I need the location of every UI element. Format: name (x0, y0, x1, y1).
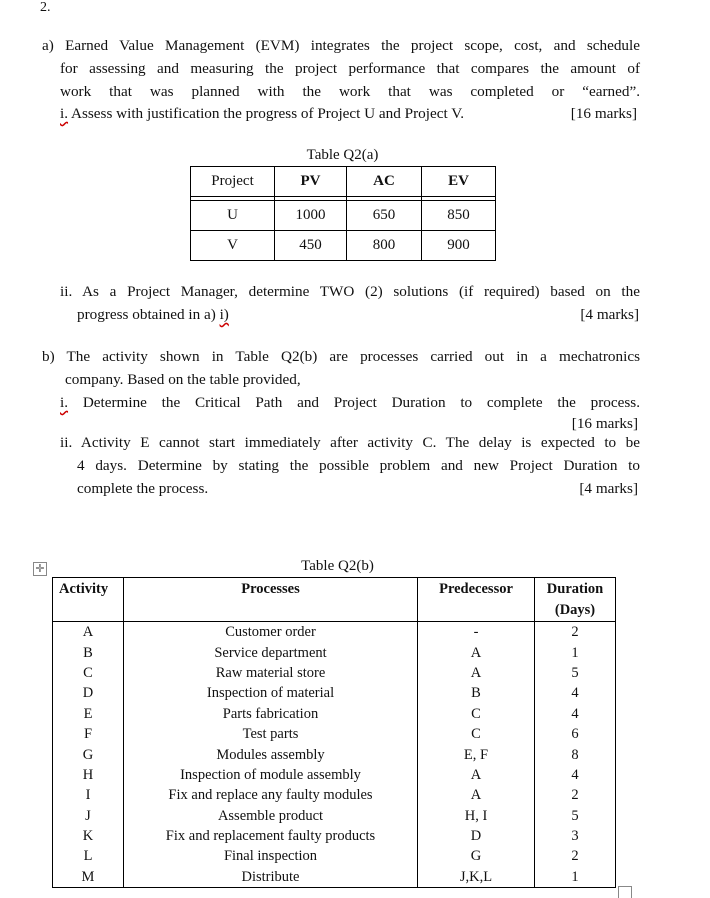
table-q2a-cell: 900 (422, 231, 496, 261)
part-a-sub-ii-marks: [4 marks] (580, 306, 639, 323)
table-q2b-predecessor: C (418, 704, 535, 724)
table-row (53, 765, 616, 785)
table-q2b-predecessor: B (418, 683, 535, 703)
part-a-sub-i-text: Assess with justification the progress of Project U and Project V. (71, 105, 464, 122)
question-number: 2. (40, 0, 51, 15)
part-a-sub-i-marks: [16 marks] (570, 105, 637, 122)
table-q2a-header-project: Project (191, 167, 275, 197)
table-q2b-process: Modules assembly (124, 744, 418, 764)
part-a-sub-ii-question (77, 304, 229, 327)
table-q2b-duration: 1 (535, 867, 616, 888)
part-a-sub-i-question (60, 103, 464, 126)
table-q2b-predecessor: C (418, 724, 535, 744)
table-q2b-header-duration-line-1: Duration (546, 581, 604, 597)
table-q2a-caption: Table Q2(a) (306, 147, 379, 163)
table-q2b-duration: 6 (535, 724, 616, 744)
table-row (53, 622, 616, 643)
table-row (53, 683, 616, 703)
part-a-line-3: work that was planned with the work that was completed or “earned”. (60, 82, 640, 100)
table-q2b-process: Parts fabrication (124, 704, 418, 724)
part-b-sub-ii (60, 432, 640, 455)
table-q2b-duration: 4 (535, 765, 616, 785)
table-q2b-activity: G (53, 744, 124, 764)
part-a-sub-i (60, 103, 637, 126)
table-move-handle-icon[interactable]: ✛ (33, 562, 47, 576)
table-row (53, 806, 616, 826)
table-q2b-predecessor: A (418, 663, 535, 683)
part-b-sub-ii-line-1: ii. Activity E cannot start immediately after activity C. The delay is expected to be (60, 434, 640, 451)
table-q2b-predecessor: G (418, 846, 535, 866)
table-q2b-header-row (53, 578, 616, 622)
table-q2a-header-row (191, 167, 496, 197)
table-q2b-header-activity: Activity (53, 578, 124, 622)
table-q2b-activity: L (53, 846, 124, 866)
table-q2b-activity: F (53, 724, 124, 744)
table-q2b-process: Assemble product (124, 806, 418, 826)
table-q2b-process: Service department (124, 642, 418, 662)
table-row (53, 744, 616, 764)
part-a-sub-ii-ref: i) (219, 306, 229, 323)
part-a-line-1: a) Earned Value Management (EVM) integrates the project scope, cost, and schedule (42, 37, 640, 54)
part-a-intro-cont (60, 58, 640, 104)
part-a-intro (42, 35, 640, 58)
part-a-sub-i-numeral: i. (60, 105, 69, 122)
table-q2b-body (53, 622, 616, 888)
table-q2b-predecessor: A (418, 785, 535, 805)
table-q2b-process: Inspection of material (124, 683, 418, 703)
table-q2b-predecessor: E, F (418, 744, 535, 764)
table-q2b (52, 577, 616, 888)
table-q2b-duration: 4 (535, 704, 616, 724)
table-q2b-duration: 1 (535, 642, 616, 662)
table-q2b-process: Distribute (124, 867, 418, 888)
table-q2a-cell: U (191, 201, 275, 231)
part-b-sub-ii-marks: [4 marks] (579, 480, 638, 497)
table-q2b-activity: J (53, 806, 124, 826)
table-row (53, 642, 616, 662)
table-q2a-cell: 450 (275, 231, 347, 261)
table-row (191, 231, 496, 261)
table-q2b-header-duration (535, 578, 616, 622)
part-a-sub-ii-line-1: ii. As a Project Manager, determine TWO (2) solutions (if required) based on the (60, 283, 640, 300)
table-q2b-process: Inspection of module assembly (124, 765, 418, 785)
part-b-sub-ii-line-3: complete the process. (77, 480, 209, 497)
table-q2b-activity: E (53, 704, 124, 724)
part-b-intro (42, 346, 640, 369)
part-a-sub-ii-line-2: progress obtained in a) (77, 306, 220, 323)
table-q2b-process: Customer order (124, 622, 418, 643)
table-row (53, 867, 616, 888)
table-q2b-caption: Table Q2(b) (301, 558, 374, 574)
table-q2b-predecessor: D (418, 826, 535, 846)
part-b-sub-i-numeral: i. (60, 394, 69, 411)
part-b-sub-i-text: Determine the Critical Path and Project Duration to complete the process. (82, 394, 641, 411)
table-row (53, 724, 616, 744)
table-q2b-header-duration-line-2: (Days) (554, 602, 596, 618)
table-q2a-header-pv: PV (275, 167, 347, 197)
table-q2b-duration: 5 (535, 663, 616, 683)
table-q2b-duration: 8 (535, 744, 616, 764)
table-q2a-cell: 850 (422, 201, 496, 231)
table-q2b-process: Fix and replacement faulty products (124, 826, 418, 846)
table-resize-handle-icon[interactable] (618, 886, 632, 898)
table-q2b-predecessor: A (418, 642, 535, 662)
table-q2b-activity: H (53, 765, 124, 785)
table-q2b-activity: C (53, 663, 124, 683)
table-q2b-activity: I (53, 785, 124, 805)
table-q2b-duration: 3 (535, 826, 616, 846)
table-q2a-header-ev: EV (422, 167, 496, 197)
table-q2b-header-predecessor: Predecessor (418, 578, 535, 622)
part-b-intro-cont (65, 369, 640, 392)
part-b-sub-i-line (60, 392, 640, 415)
part-a-sub-ii-cont (77, 304, 639, 327)
part-a-sub-ii (60, 281, 640, 304)
table-q2a-cell: V (191, 231, 275, 261)
table-q2b-activity: K (53, 826, 124, 846)
table-q2b-process: Raw material store (124, 663, 418, 683)
table-q2a-cell: 1000 (275, 201, 347, 231)
table-q2a-cell: 650 (347, 201, 422, 231)
part-b-sub-i (60, 392, 640, 415)
part-b-sub-i-marks: [16 marks] (571, 415, 638, 432)
table-q2b-header-processes: Processes (124, 578, 418, 622)
table-q2b-process: Test parts (124, 724, 418, 744)
table-q2b-process: Final inspection (124, 846, 418, 866)
table-row (191, 201, 496, 231)
part-b-line-1: b) The activity shown in Table Q2(b) are processes carried out in a mechatronics (42, 348, 640, 365)
table-q2b-activity: A (53, 622, 124, 643)
part-b-sub-ii-line-2: 4 days. Determine by stating the possible problem and new Project Duration to (77, 457, 640, 474)
part-b-sub-ii-cont (77, 455, 640, 478)
table-q2b-activity: M (53, 867, 124, 888)
table-q2b-activity: B (53, 642, 124, 662)
table-q2b-activity: D (53, 683, 124, 703)
table-q2b-predecessor: H, I (418, 806, 535, 826)
part-b-line-2: company. Based on the table provided, (65, 371, 301, 388)
table-q2a-header-ac: AC (347, 167, 422, 197)
table-row (53, 846, 616, 866)
table-q2b-predecessor: - (418, 622, 535, 643)
part-a-line-2: for assessing and measuring the project performance that compares the amount of (60, 60, 640, 77)
table-row (53, 663, 616, 683)
table-q2b-predecessor: A (418, 765, 535, 785)
table-row (53, 785, 616, 805)
table-q2b-duration: 2 (535, 846, 616, 866)
table-q2a (190, 166, 496, 261)
table-q2a-cell: 800 (347, 231, 422, 261)
table-q2b-process: Fix and replace any faulty modules (124, 785, 418, 805)
table-q2b-duration: 4 (535, 683, 616, 703)
part-b-sub-ii-last (77, 478, 638, 501)
table-row (53, 826, 616, 846)
table-row (53, 704, 616, 724)
table-q2b-duration: 2 (535, 785, 616, 805)
table-q2b-duration: 2 (535, 622, 616, 643)
table-q2b-duration: 5 (535, 806, 616, 826)
table-q2b-predecessor: J,K,L (418, 867, 535, 888)
